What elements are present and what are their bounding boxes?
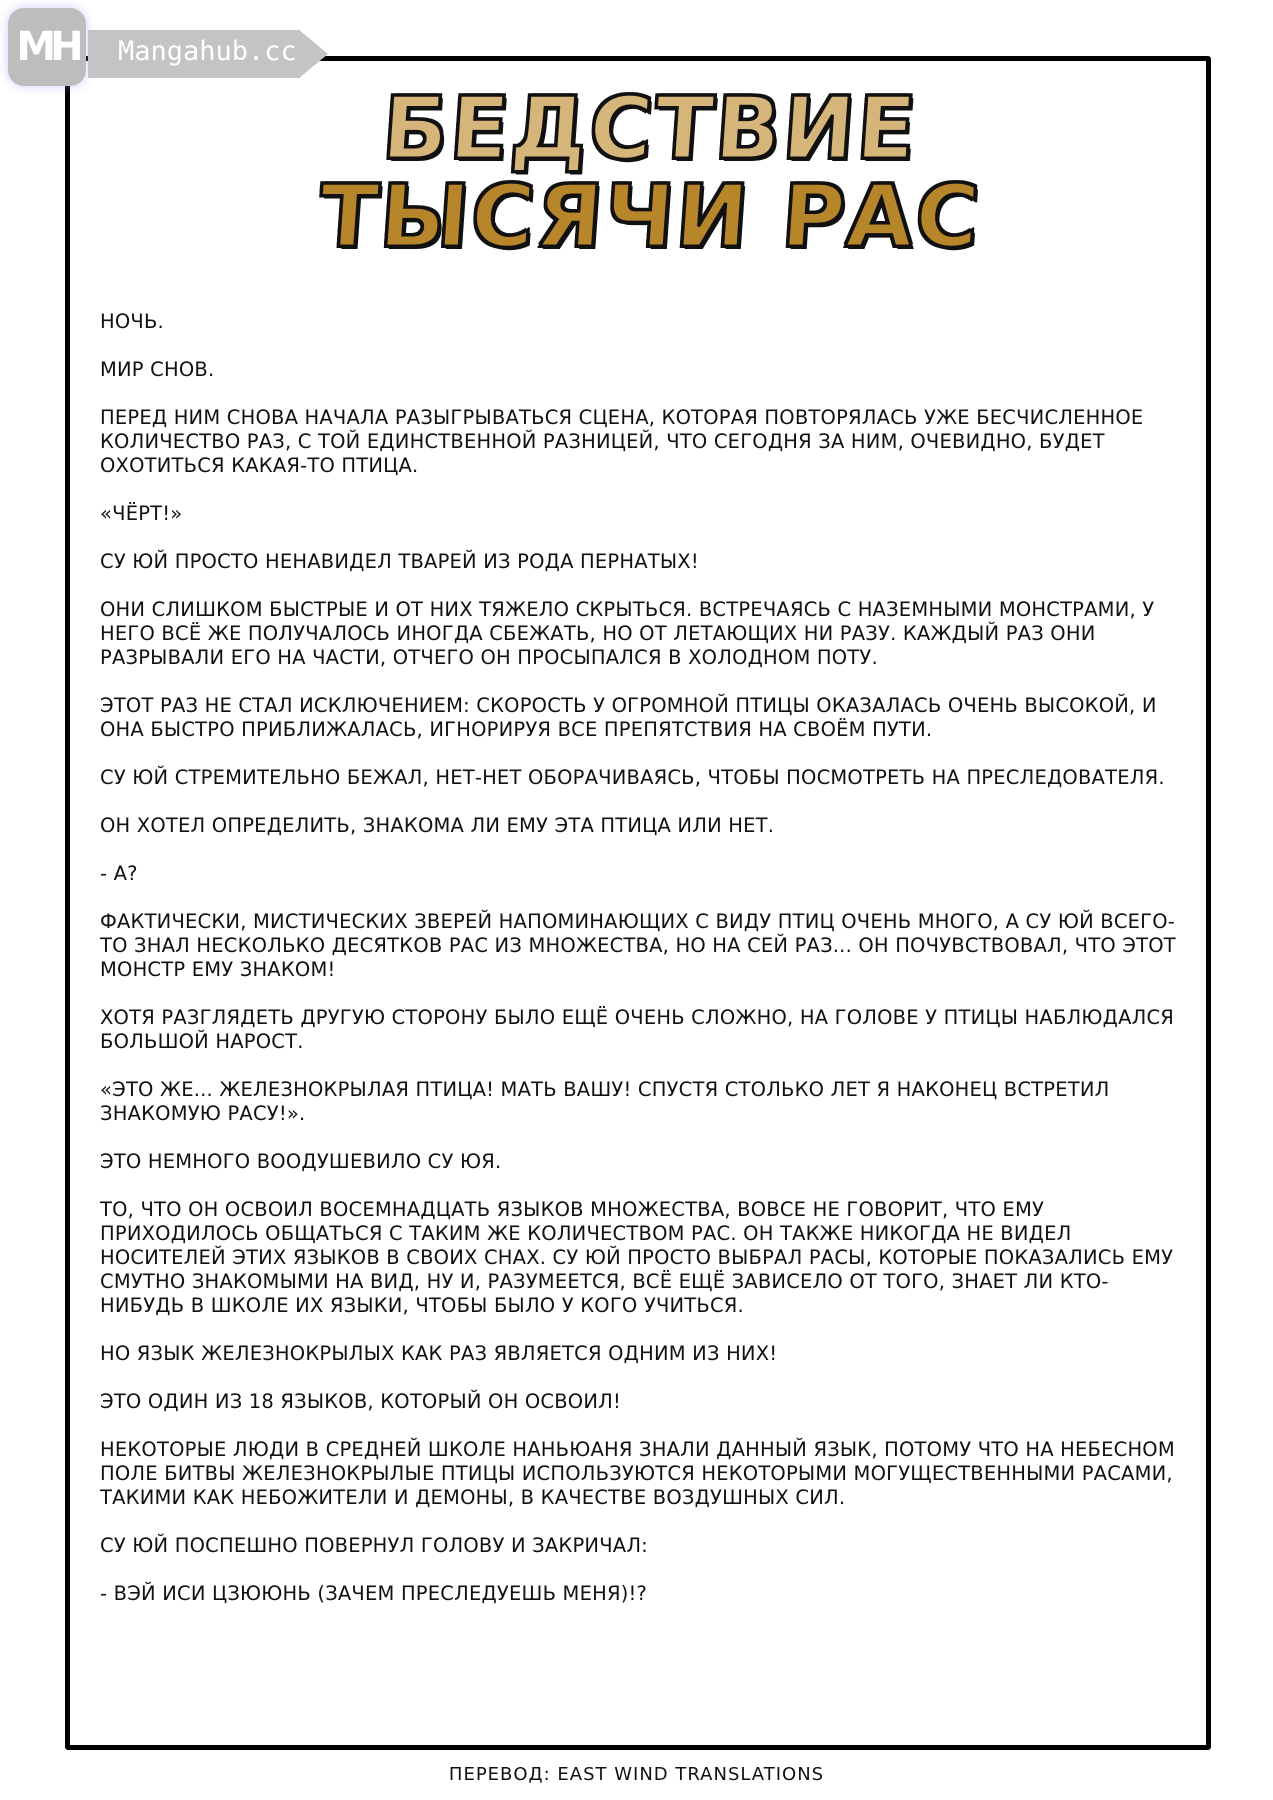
- paragraph: «ЭТО ЖЕ... ЖЕЛЕЗНОКРЫЛАЯ ПТИЦА! МАТЬ ВАШУ! СПУСТЯ СТОЛЬКО ЛЕТ Я НАКОНЕЦ ВСТРЕТИЛ ЗНАКОМУЮ РАСУ!».: [100, 1078, 1110, 1125]
- paragraph: ЭТО ОДИН ИЗ 18 ЯЗЫКОВ, КОТОРЫЙ ОН ОСВОИЛ!: [100, 1390, 621, 1413]
- paragraph: ХОТЯ РАЗГЛЯДЕТЬ ДРУГУЮ СТОРОНУ БЫЛО ЕЩЁ ОЧЕНЬ СЛОЖНО, НА ГОЛОВЕ У ПТИЦЫ НАБЛЮДАЛСЯ БОЛЬШОЙ НАРОСТ.: [100, 1006, 1175, 1053]
- paragraph: СУ ЮЙ ПОСПЕШНО ПОВЕРНУЛ ГОЛОВУ И ЗАКРИЧАЛ:: [100, 1534, 648, 1557]
- paragraph: ТО, ЧТО ОН ОСВОИЛ ВОСЕМНАДЦАТЬ ЯЗЫКОВ МНОЖЕСТВА, ВОВСЕ НЕ ГОВОРИТ, ЧТО ЕМУ ПРИХОДИЛОСЬ ОБЩАТЬСЯ С ТАКИМ ЖЕ КОЛИЧЕСТВОМ РАС. ОН ТАКЖЕ НИКОГДА НЕ ВИДЕЛ НОСИТЕЛЕЙ ЭТИХ ЯЗЫКОВ В СВОИХ СНАХ. СУ ЮЙ ПРОСТО ВЫБРАЛ РАСЫ, КОТОРЫЕ ПОКАЗАЛИСЬ ЕМУ СМУТНО ЗНАКОМЫМИ НА ВИД, НУ И, РАЗУМЕЕТСЯ, ВСЁ ЕЩЁ ЗАВИСЕЛО ОТ ТОГО, ЗНАЕТ ЛИ КТО-НИБУДЬ В ШКОЛЕ ИХ ЯЗЫКИ, ЧТОБЫ БЫЛО У КОГО УЧИТЬСЯ.: [100, 1198, 1174, 1317]
- paragraph: СУ ЮЙ СТРЕМИТЕЛЬНО БЕЖАЛ, НЕТ-НЕТ ОБОРАЧИВАЯСЬ, ЧТОБЫ ПОСМОТРЕТЬ НА ПРЕСЛЕДОВАТЕЛЯ.: [100, 766, 1165, 789]
- paragraph: НО ЯЗЫК ЖЕЛЕЗНОКРЫЛЫХ КАК РАЗ ЯВЛЯЕТСЯ ОДНИМ ИЗ НИХ!: [100, 1342, 778, 1365]
- mangahub-logo-icon: MH: [8, 8, 86, 86]
- paragraph: - А?: [100, 862, 138, 885]
- watermark-site-text: Mangahub.cc: [118, 36, 297, 67]
- paragraph: ФАКТИЧЕСКИ, МИСТИЧЕСКИХ ЗВЕРЕЙ НАПОМИНАЮЩИХ С ВИДУ ПТИЦ ОЧЕНЬ МНОГО, А СУ ЮЙ ВСЕГО-ТО ЗНАЛ НЕСКОЛЬКО ДЕСЯТКОВ РАС ИЗ МНОЖЕСТВА, НО НА СЕЙ РАЗ... ОН ПОЧУВСТВОВАЛ, ЧТО ЭТОТ МОНСТР ЕМУ ЗНАКОМ!: [100, 910, 1176, 981]
- paragraph: ЭТО НЕМНОГО ВООДУШЕВИЛО СУ ЮЯ.: [100, 1150, 502, 1173]
- translation-credit: ПЕРЕВОД: EAST WIND TRANSLATIONS: [448, 1764, 825, 1785]
- title-line-1: БЕДСТВИЕ: [379, 79, 921, 179]
- paragraph: ОН ХОТЕЛ ОПРЕДЕЛИТЬ, ЗНАКОМА ЛИ ЕМУ ЭТА ПТИЦА ИЛИ НЕТ.: [100, 814, 775, 837]
- paragraph: НЕКОТОРЫЕ ЛЮДИ В СРЕДНЕЙ ШКОЛЕ НАНЬЮАНЯ ЗНАЛИ ДАННЫЙ ЯЗЫК, ПОТОМУ ЧТО НА НЕБЕСНОМ ПОЛЕ БИТВЫ ЖЕЛЕЗНОКРЫЛЫЕ ПТИЦЫ ИСПОЛЬЗУЮТСЯ НЕКОТОРЫМИ МОГУЩЕСТВЕННЫМИ РАСАМИ, ТАКИМИ КАК НЕБОЖИТЕЛИ И ДЕМОНЫ, В КАЧЕСТВЕ ВОЗДУШНЫХ СИЛ.: [100, 1438, 1175, 1509]
- paragraph: СУ ЮЙ ПРОСТО НЕНАВИДЕЛ ТВАРЕЙ ИЗ РОДА ПЕРНАТЫХ!: [100, 550, 699, 573]
- paragraph: ОНИ СЛИШКОМ БЫСТРЫЕ И ОТ НИХ ТЯЖЕЛО СКРЫТЬСЯ. ВСТРЕЧАЯСЬ С НАЗЕМНЫМИ МОНСТРАМИ, У НЕГО ВСЁ ЖЕ ПОЛУЧАЛОСЬ ИНОГДА СБЕЖАТЬ, НО ОТ ЛЕТАЮЩИХ НИ РАЗУ. КАЖДЫЙ РАЗ ОНИ РАЗРЫВАЛИ ЕГО НА ЧАСТИ, ОТЧЕГО ОН ПРОСЫПАЛСЯ В ХОЛОДНОМ ПОТУ.: [100, 598, 1155, 669]
- paragraph: «ЧЁРТ!»: [100, 502, 183, 525]
- site-watermark: [8, 8, 348, 88]
- series-title: [300, 79, 1000, 267]
- paragraph: - ВЭЙ ИСИ ЦЗЮЮНЬ (ЗАЧЕМ ПРЕСЛЕДУЕШЬ МЕНЯ)!?: [100, 1582, 648, 1605]
- paragraph: МИР СНОВ.: [100, 358, 215, 381]
- paragraph: ЭТОТ РАЗ НЕ СТАЛ ИСКЛЮЧЕНИЕМ: СКОРОСТЬ У ОГРОМНОЙ ПТИЦЫ ОКАЗАЛАСЬ ОЧЕНЬ ВЫСОКОЙ, И ОНА БЫСТРО ПРИБЛИЖАЛАСЬ, ИГНОРИРУЯ ВСЕ ПРЕПЯТСТВИЯ НА СВОЁМ ПУТИ.: [100, 694, 1157, 741]
- paragraph: ПЕРЕД НИМ СНОВА НАЧАЛА РАЗЫГРЫВАТЬСЯ СЦЕНА, КОТОРАЯ ПОВТОРЯЛАСЬ УЖЕ БЕСЧИСЛЕННОЕ КОЛИЧЕСТВО РАЗ, С ТОЙ ЕДИНСТВЕННОЙ РАЗНИЦЕЙ, ЧТО СЕГОДНЯ ЗА НИМ, ОЧЕВИДНО, БУДЕТ ОХОТИТЬСЯ КАКАЯ-ТО ПТИЦА.: [100, 406, 1144, 477]
- chapter-text: [100, 310, 1190, 1630]
- paragraph: НОЧЬ.: [100, 310, 164, 333]
- title-line-2: ТЫСЯЧИ РАС: [315, 167, 985, 267]
